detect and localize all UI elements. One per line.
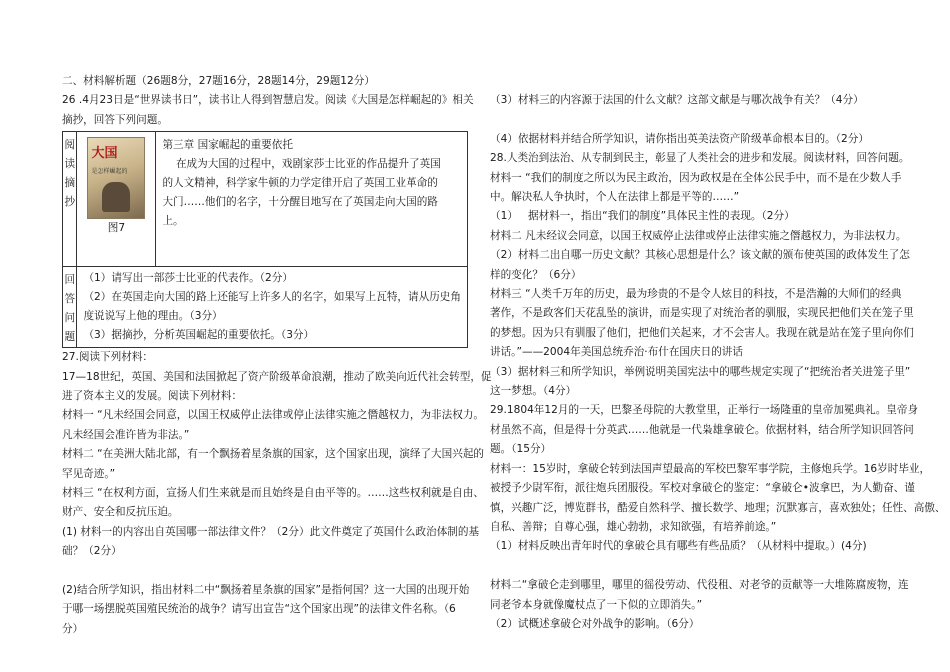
q26-intro-line-2: 摘抄，回答下列问题。	[62, 113, 168, 126]
q28-line: 材料二 凡未经议会同意，以国王权威停止法律或停止法律实施之僭越权力，为非法权力。	[490, 229, 907, 242]
label-char: 题	[64, 331, 76, 344]
question-line: （3）据摘抄，分析英国崛起的重要依托。（3分）	[83, 329, 315, 342]
q29-line: 慎，兴趣广泛，博览群书，酷爱自然科学、擅长数学、地理；沉默寡言，喜欢独处；任性、高傲、	[490, 501, 946, 514]
q27-line: (1) 材料一的内容出自英国哪一部法律文件？（2分）此文件奠定了英国什么政治体制的基	[62, 525, 480, 538]
read-excerpt-label	[63, 132, 77, 267]
label-char: 问	[64, 312, 76, 325]
excerpt-line: 大门……他们的名字，十分醒目地写在了英国走向大国的路	[162, 196, 438, 209]
label-char: 阅	[64, 139, 76, 152]
question-line: 度说说写上他的理由。（3分）	[83, 310, 223, 323]
book-cover-cell	[77, 132, 156, 267]
q26-intro-line-1: 26 .4月23日是“世界读书日”，读书让人得到智慧启发。阅读《大国是怎样崛起的》相关	[62, 94, 474, 107]
reading-table	[62, 131, 468, 348]
q27-line: 凡未经国会准许皆为非法。”	[62, 428, 190, 441]
label-char: 抄	[64, 196, 76, 209]
q27-line: 17—18世纪，英国、美国和法国掀起了资产阶级革命浪潮，推动了欧美向近代社会转型，促	[62, 370, 492, 383]
q28-line: 讲话。”——2004年美国总统乔治·布什在国庆日的讲话	[490, 346, 743, 359]
q29-2-line: 同老爷本身就像魔杖点了一下似的立即消失。”	[490, 598, 703, 611]
q29-line: 材虽然不高，但是得十分英武……他就是一代枭雄拿破仑。依据材料，结合所学知识回答问	[490, 423, 914, 436]
excerpt-line: 的人文精神，科学家牛顿的力学定律开启了英国工业革命的	[162, 177, 438, 190]
q29-line: 被授予少尉军衔，派往炮兵团服役。军校对拿破仑的鉴定：“拿破仑•波拿巴，为人勤奋、谨	[490, 482, 915, 495]
label-char: 回	[64, 274, 76, 287]
q28-line: 著作，不是政客们天花乱坠的演讲，而是实现了对统治者的驯服，实现民把他们关在笼子里	[490, 307, 914, 320]
q27-2-block	[62, 581, 470, 639]
q27-2-line: 于哪一场摆脱英国殖民统治的战争？请写出宣告“这个国家出现”的法律文件名称。（6	[62, 603, 456, 616]
q27-3: （3）材料三的内容源于法国的什么文献？这部文献是与哪次战争有关？（4分）	[490, 94, 864, 106]
right-column	[490, 91, 946, 634]
excerpt-line: 在成为大国的过程中，戏剧家莎士比亚的作品提升了英国	[162, 158, 441, 171]
q27-line: 罕见奇迹。”	[62, 467, 116, 480]
answer-space	[62, 562, 470, 581]
q28-line: （1） 据材料一，指出“我们的制度”具体民主性的表现。（2分）	[490, 210, 795, 223]
q28-line: （3）据材料三和所学知识，举例说明美国宪法中的哪些规定实现了“把统治者关进笼子里”	[490, 365, 911, 378]
q27-block	[62, 348, 492, 561]
q28-q29-block	[490, 149, 946, 557]
q29-line: 题。（15分）	[490, 443, 552, 456]
question-line: （2）在英国走向大国的路上还能写上许多人的名字，如果写上瓦特，请从历史角	[83, 291, 461, 304]
q28-line: 中。解决私人争执时，个人在法律上都是平等的……”	[490, 191, 740, 204]
q29-line: （1）材料反映出青年时代的拿破仑具有哪些有些品质？（从材料中提取。）(4分)	[490, 540, 867, 553]
q27-4: （4）依据材料并结合所学知识，请你指出英美法资产阶级革命根本目的。（2分）	[490, 132, 869, 145]
q27-line: 材料二 “在美洲大陆北部，有一个飘扬着星条旗的国家，这个国家出现，演绎了大国兴起的	[62, 448, 485, 461]
label-char: 摘	[64, 177, 76, 190]
excerpt-line: 上。	[162, 215, 184, 228]
answer-questions-label	[63, 267, 77, 348]
q27-line: 础？（2分）	[62, 545, 122, 558]
q28-line: 28.人类治到法治、从专制到民主，彰显了人类社会的进步和发展。阅读材料，回答问题。	[490, 152, 910, 165]
question-line: （1）请写出一部莎士比亚的代表作。（2分）	[83, 272, 293, 285]
lion-statue-graphic	[102, 182, 130, 212]
q29-2-block	[490, 576, 909, 634]
answer-space	[490, 557, 890, 576]
excerpt-text-cell	[156, 132, 468, 267]
figure-caption: 图7	[107, 222, 126, 235]
q28-line: 材料三 “人类千万年的历史，最为珍贵的不是令人炫目的科技，不是浩瀚的大师们的经典	[490, 288, 902, 301]
left-column	[62, 72, 492, 639]
label-char: 答	[64, 293, 76, 306]
label-char: 读	[64, 158, 76, 171]
q27-line: 27.阅读下列材料：	[62, 351, 154, 364]
q27-line: 财产、安全和反抗压迫。	[62, 506, 179, 519]
book-cover-title: 大国	[91, 146, 118, 162]
q28-line: 的梦想。因为只有驯服了他们，把他们关起来，才不会害人。我现在就是站在笼子里向你们	[490, 326, 914, 339]
q28-line: 样的变化？（6分）	[490, 268, 582, 281]
q28-line: （2）材料二出自哪一历史文献？其核心思想是什么？该文献的颁布使英国的政体发生了怎	[490, 249, 910, 262]
q27-2-line: 分）	[62, 622, 84, 635]
q29-2-line: 材料二“拿破仑走到哪里，哪里的徭役劳动、代役租、对老爷的贡献等一大堆陈腐废物，连	[490, 579, 909, 592]
q27-line: 材料三 “在权利方面，宣扬人们生来就是而且始终是自由平等的。……这些权利就是自由、	[62, 487, 485, 500]
q29-line: 29.1804年12月的一天，巴黎圣母院的大教堂里，正举行一场隆重的皇帝加冕典礼。皇帝身	[490, 404, 919, 417]
q27-line: 材料一 “凡未经国会同意，以国王权威停止法律或停止法律实施之僭越权力，为非法权力。	[62, 409, 485, 422]
q27-line: 进了资本主义的发展。阅读下列材料：	[62, 390, 243, 403]
questions-cell	[77, 267, 468, 348]
excerpt-line: 第三章 国家崛起的重要依托	[162, 139, 293, 152]
q27-2-line: (2)结合所学知识，指出材料二中“飘扬着星条旗的国家”是指何国？这一大国的出现开始	[62, 584, 470, 597]
book-cover-subtitle: 是怎样崛起的	[91, 168, 128, 176]
section-header: 二、材料解析题（26题8分，27题16分，28题14分，29题12分）	[62, 75, 375, 87]
book-cover-image	[87, 137, 145, 219]
q28-line: 这一梦想。（4分）	[490, 385, 577, 398]
answer-space	[490, 110, 890, 129]
q28-line: 材料一 “我们的制度之所以为民主政治，因为政权是在全体公民手中，而不是在少数人手	[490, 171, 902, 184]
q29-2-line: （2）试概述拿破仑对外战争的影响。（6分）	[490, 617, 700, 630]
q29-line: 材料一：15岁时，拿破仑转到法国声望最高的军校巴黎军事学院，主修炮兵学。16岁时毕业，	[490, 462, 931, 475]
q29-line: 自私、善辩；自尊心强，雄心勃勃，求知欲强，有培养前途。”	[490, 520, 777, 533]
